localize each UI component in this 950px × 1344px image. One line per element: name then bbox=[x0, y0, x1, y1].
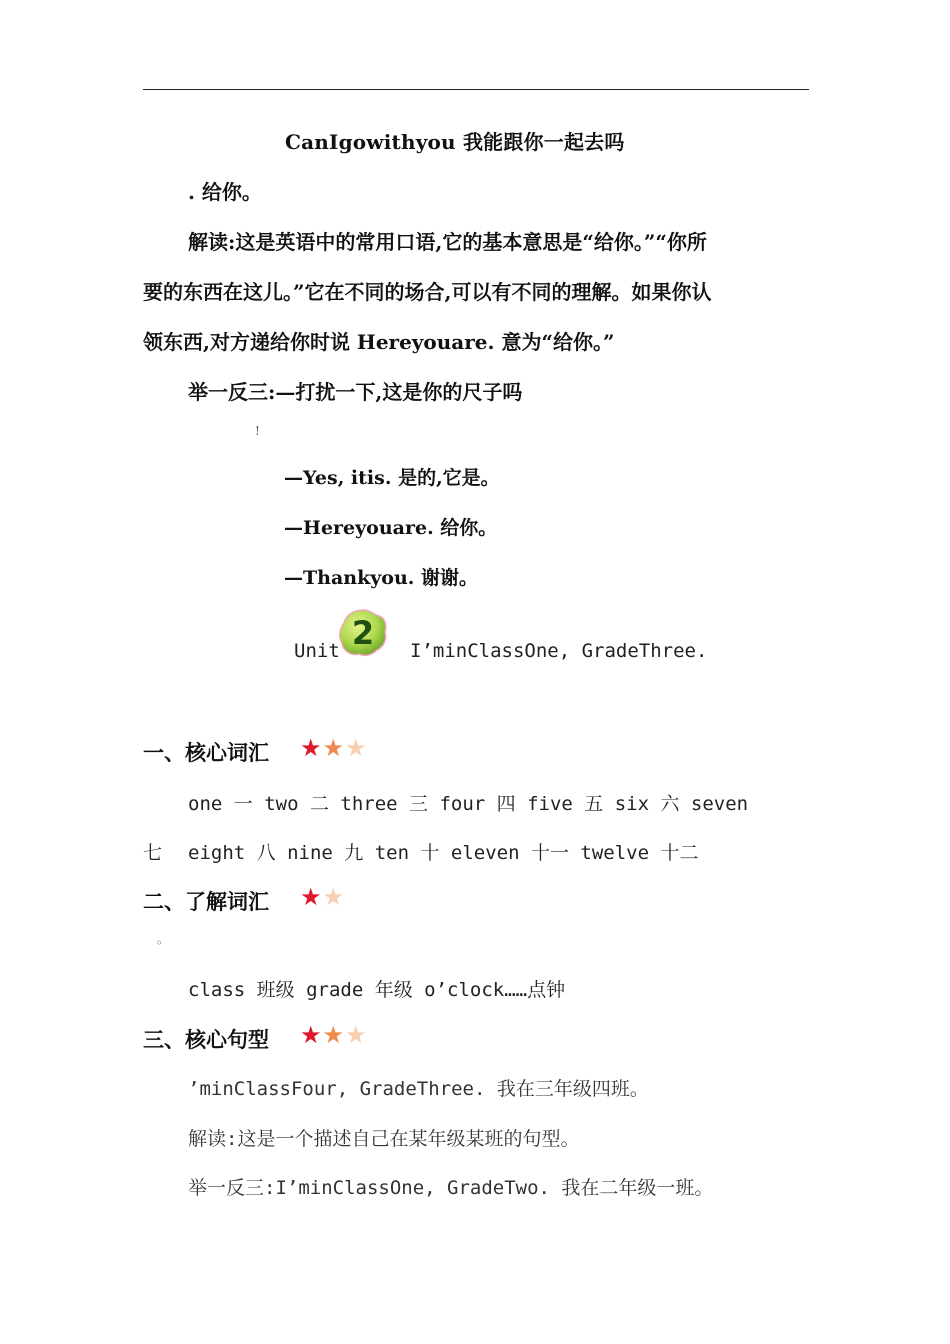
section-1-heading: 一、核心词汇 bbox=[143, 740, 269, 765]
vocab-row-2-start: 七 bbox=[143, 842, 163, 864]
section-3-rating bbox=[300, 1023, 367, 1047]
star-full-icon: ★ bbox=[300, 734, 322, 762]
star-full-icon: ★ bbox=[300, 1021, 322, 1049]
explain-line-2: 要的东西在这儿。”它在不同的场合,可以有不同的理解。如果你认 bbox=[143, 280, 712, 304]
dialog-line-3: —Thankyou. 谢谢。 bbox=[284, 567, 478, 589]
key-sentence: ’minClassFour, GradeThree. 我在三年级四班。 bbox=[188, 1078, 649, 1100]
section-1-rating bbox=[300, 736, 367, 760]
sentence-example: 举一反三:I’minClassOne, GradeTwo. 我在二年级一班。 bbox=[188, 1177, 714, 1199]
top-rule bbox=[143, 89, 809, 90]
star-half-icon: ★ bbox=[345, 734, 367, 762]
vocab-row-1: one 一 two 二 three 三 four 四 five 五 six 六 seven bbox=[188, 793, 749, 815]
star-full-icon: ★ bbox=[300, 883, 322, 911]
example-label: 举一反三:—打扰一下,这是你的尺子吗 bbox=[188, 380, 523, 404]
section-2-rating bbox=[300, 885, 344, 909]
sentence-explain: 解读:这是一个描述自己在某年级某班的句型。 bbox=[188, 1128, 580, 1150]
dialog-line-2: —Hereyouare. 给你。 bbox=[284, 517, 498, 539]
section-2-heading: 二、了解词汇 bbox=[143, 889, 269, 914]
vocab-row-2: eight 八 nine 九 ten 十 eleven 十一 twelve 十二 bbox=[188, 842, 699, 864]
dialog-line-1: —Yes, itis. 是的,它是。 bbox=[284, 467, 500, 489]
explain-line-3: 领东西,对方递给你时说 Hereyouare. 意为“给你。” bbox=[143, 330, 615, 354]
unit-number-badge-icon bbox=[338, 608, 388, 658]
unit-prefix: Unit bbox=[294, 640, 340, 662]
star-full-icon: ★ bbox=[322, 734, 345, 762]
lesson-title: CanIgowithyou 我能跟你一起去吗 bbox=[285, 130, 625, 154]
phrase-heading: . 给你。 bbox=[188, 180, 262, 204]
stray-mark: ! bbox=[255, 424, 260, 438]
unit-number: 2 bbox=[351, 614, 375, 652]
stray-mark: 。 bbox=[157, 932, 170, 946]
star-half-icon: ★ bbox=[322, 883, 345, 911]
star-full-icon: ★ bbox=[322, 1021, 345, 1049]
section-3-heading: 三、核心句型 bbox=[143, 1027, 269, 1052]
explain-line-1: 解读:这是英语中的常用口语,它的基本意思是“给你。”“你所 bbox=[188, 230, 707, 254]
extra-vocab-row: class 班级 grade 年级 o’clock……点钟 bbox=[188, 979, 566, 1001]
unit-title: I’minClassOne, GradeThree. bbox=[410, 640, 708, 662]
star-half-icon: ★ bbox=[345, 1021, 367, 1049]
